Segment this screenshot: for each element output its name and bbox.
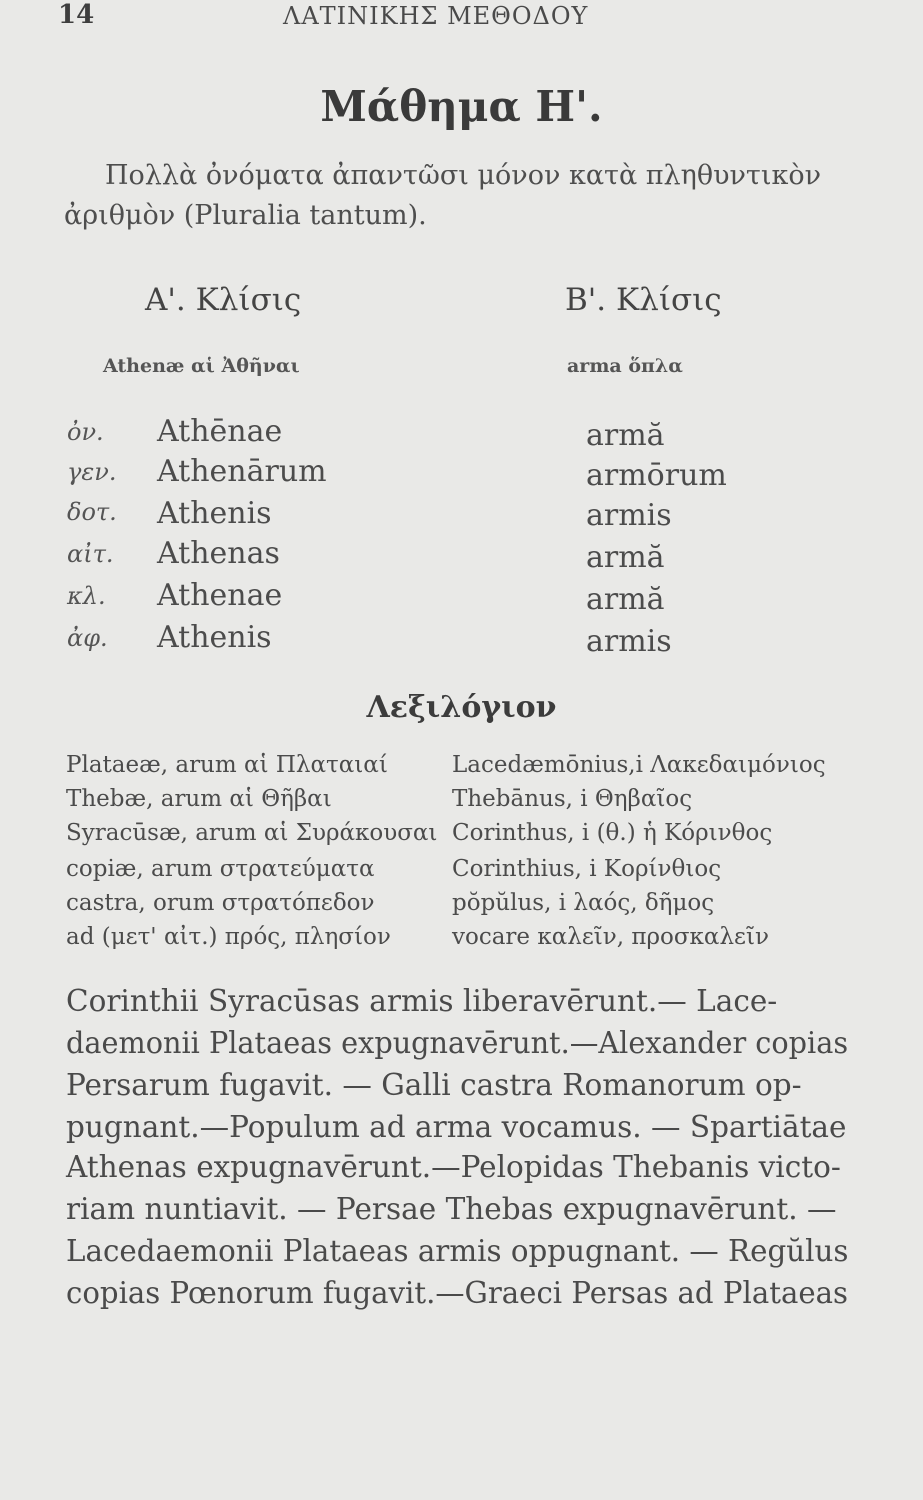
exercise-line: Lacedaemonii Plataeas armis oppugnant. — Regŭlus <box>66 1234 849 1268</box>
running-head: ΛΑΤΙΝΙΚΗΣ ΜΕΘΟΔΟΥ <box>283 2 589 30</box>
vocabulary-entry: vocare καλεῖν, προσκαλεῖν <box>452 924 769 950</box>
exercise-line: Persarum fugavit. — Galli castra Romanorum op- <box>66 1068 802 1102</box>
vocabulary-entry: Plataeæ, arum αἱ Πλαταιαί <box>66 752 388 778</box>
exercise-line: Corinthii Syracūsas armis liberavērunt.— Lace- <box>66 984 778 1018</box>
page-number: 14 <box>58 0 95 30</box>
vocabulary-entry: Corinthus, i (θ.) ἡ Κόρινθος <box>452 820 773 846</box>
exercise-line: Athenas expugnavērunt.—Pelopidas Thebanis victo- <box>66 1150 841 1184</box>
case-label: δοτ. <box>67 498 117 526</box>
first-declension-title: Α'. Κλίσις <box>145 282 302 318</box>
intro-line: Πολλὰ ὀνόματα ἀπαντῶσι μόνον κατὰ πληθυντικὸν <box>105 160 821 191</box>
second-declension-form: armis <box>586 624 672 659</box>
vocabulary-entry: copiæ, arum στρατεύματα <box>66 856 375 882</box>
case-label: κλ. <box>67 582 106 610</box>
second-declension-form: armă <box>586 540 665 575</box>
vocabulary-title: Λεξιλόγιον <box>366 690 557 725</box>
first-declension-form: Athenae <box>157 578 283 613</box>
second-declension-form: armă <box>586 418 665 453</box>
first-declension-form: Athenis <box>157 496 272 531</box>
exercise-line: daemonii Plataeas expugnavērunt.—Alexander copias <box>66 1026 849 1060</box>
case-label: αἰτ. <box>67 540 114 568</box>
exercise-line: pugnant.—Populum ad arma vocamus. — Spartiātae <box>66 1110 847 1144</box>
case-label: ὀν. <box>67 418 104 446</box>
second-declension-title: Β'. Κλίσις <box>565 282 722 318</box>
vocabulary-entry: Thebānus, i Θηβαῖος <box>452 786 693 812</box>
second-declension-form: armōrum <box>586 458 727 493</box>
vocabulary-entry: ad (μετ' αἰτ.) πρός, πλησίον <box>66 924 391 950</box>
intro-line: ἀριθμὸν (Pluralia tantum). <box>64 200 427 231</box>
first-declension-form: Athenārum <box>157 454 327 489</box>
first-declension-form: Athenis <box>157 620 272 655</box>
second-declension-heading: arma ὅπλα <box>567 355 683 377</box>
vocabulary-entry: Corinthius, i Κορίνθιος <box>452 856 722 882</box>
exercise-line: copias Pœnorum fugavit.—Graeci Persas ad Plataeas <box>66 1276 848 1310</box>
vocabulary-entry: pŏpŭlus, i λαός, δῆμος <box>452 890 715 916</box>
first-declension-form: Athēnae <box>157 414 283 449</box>
case-label: γεν. <box>67 458 117 486</box>
vocabulary-entry: Lacedæmōnius,i Λακεδαιμόνιος <box>452 752 826 778</box>
vocabulary-entry: Syracūsæ, arum αἱ Συράκουσαι <box>66 820 438 846</box>
first-declension-heading: Athenæ αἱ Ἀθῆναι <box>103 355 300 377</box>
second-declension-form: armis <box>586 498 672 533</box>
second-declension-form: armă <box>586 582 665 617</box>
first-declension-form: Athenas <box>157 536 280 571</box>
lesson-title: Μάθημα Η'. <box>320 82 603 131</box>
case-label: ἀφ. <box>67 624 108 652</box>
exercise-line: riam nuntiavit. — Persae Thebas expugnavērunt. — <box>66 1192 837 1226</box>
vocabulary-entry: Thebæ, arum αἱ Θῆβαι <box>66 786 332 812</box>
vocabulary-entry: castra, orum στρατόπεδον <box>66 890 375 916</box>
